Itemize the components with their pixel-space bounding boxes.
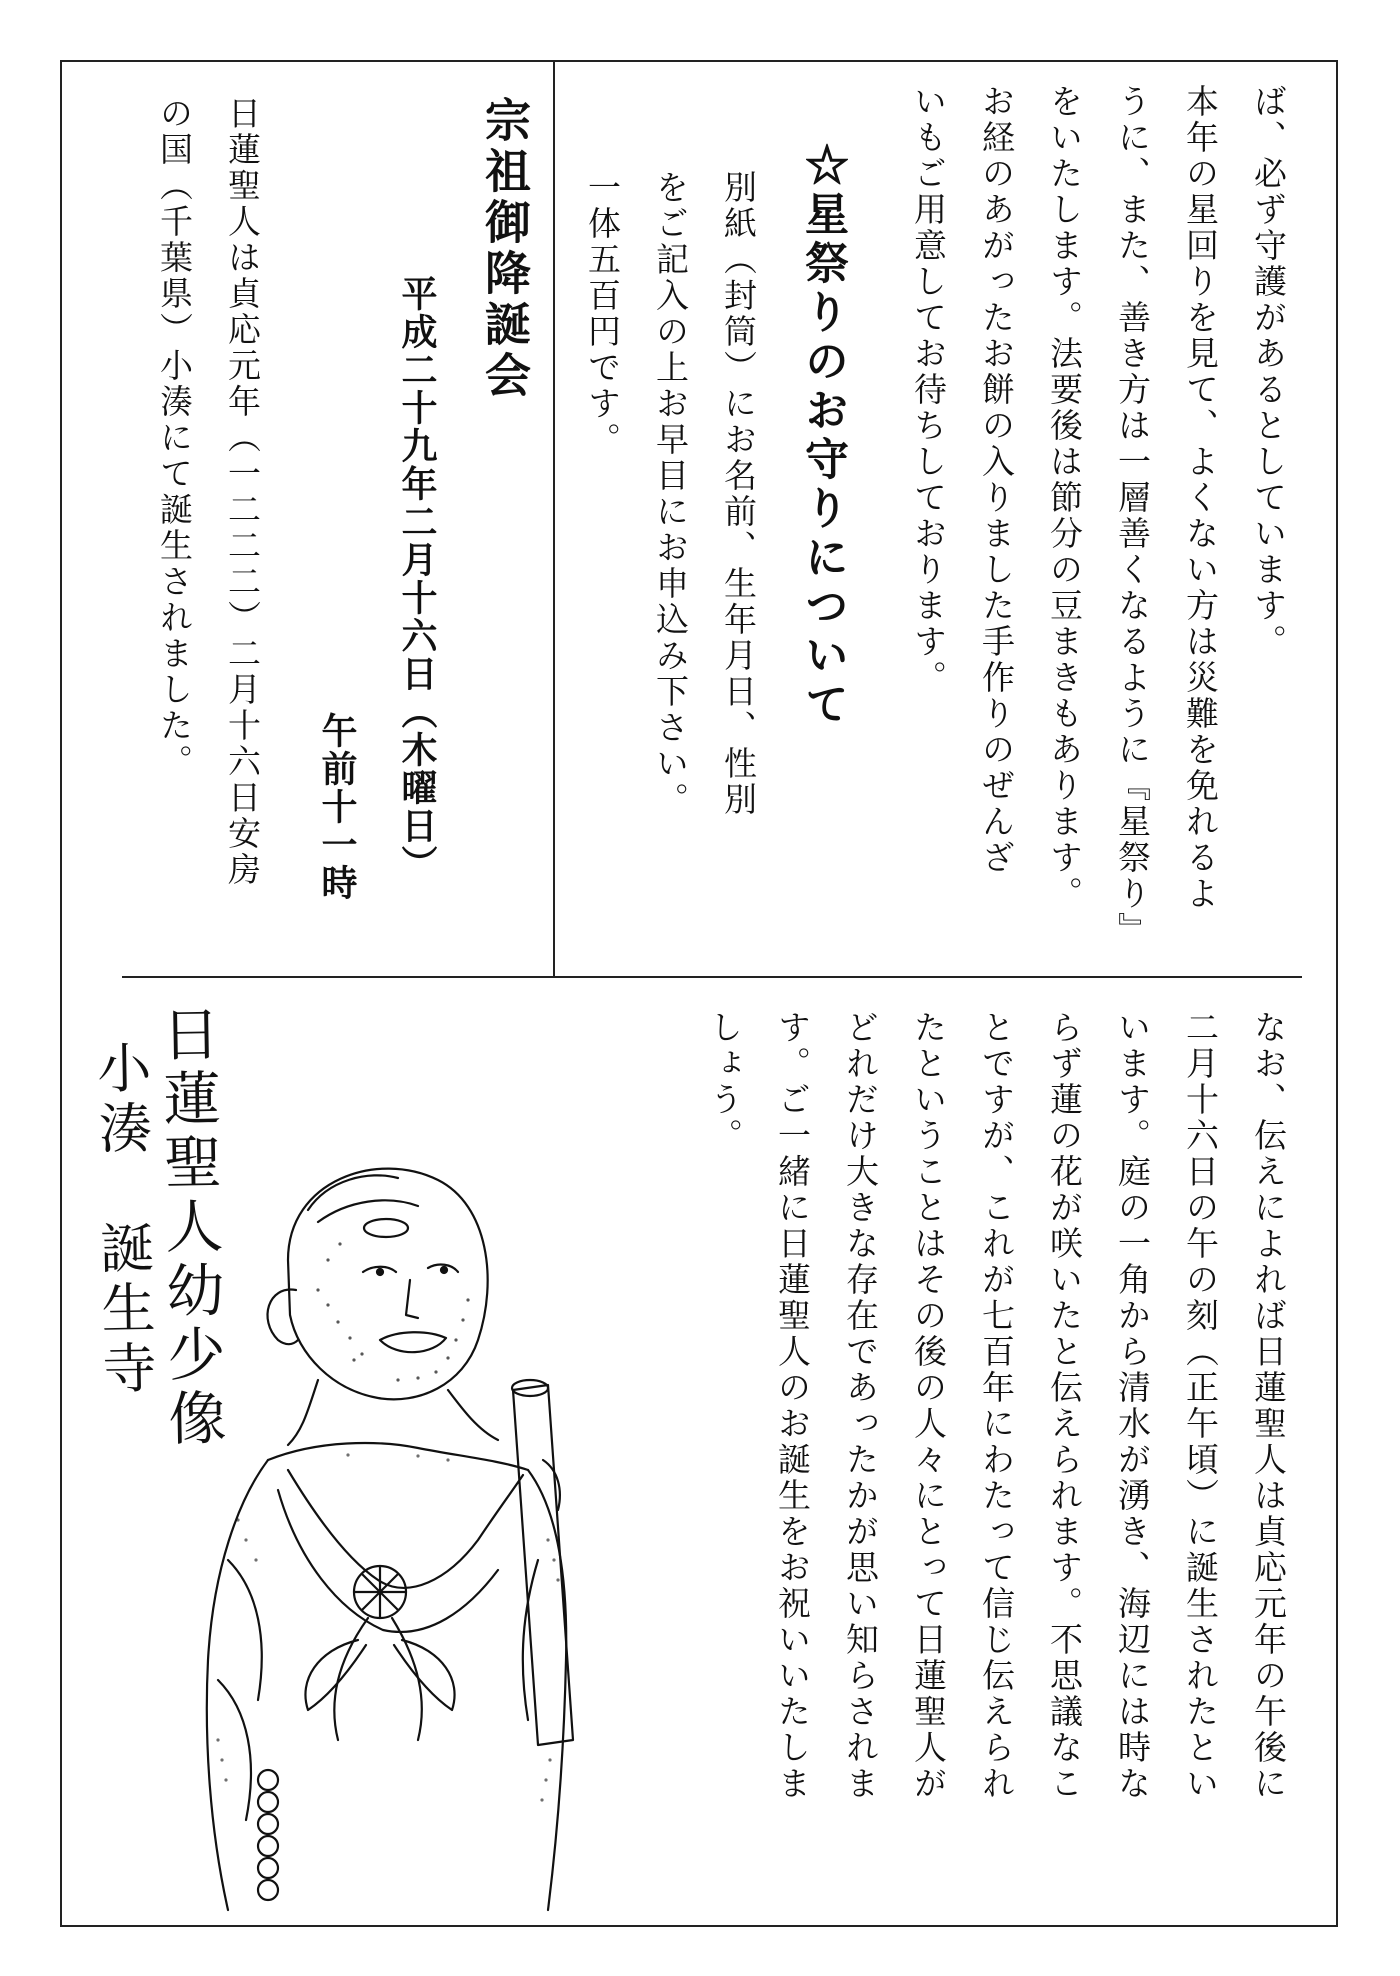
- child-statue-illustration-icon: [118, 1140, 678, 1920]
- hoshimatsuri-paragraph: ば、必ず守護があるとしています。 本年の星回りを見て、よくない方は災難を免れるよ うに、また、善き方は一層善くなるように『星祭り』 をいたします。法要後は節分の豆まきもあります。 お経のあがったお餅の入りました手作りのぜんざ いもご用意してお待ちしております。: [909, 84, 1288, 948]
- gotan-e-date: 平成二十九年二月十六日（木曜日）: [396, 275, 438, 883]
- tradition-paragraph: なお、伝えによれば日蓮聖人は貞応元年の午後に 二月十六日の午の刻（正午頃）に誕生されたとい います。庭の一角から清水が湧き、海辺には時な らず蓮の花が咲いたと伝えられます。不思議なこ とですが、これが七百年にわたって信じ伝えられ たということはその後の人々にとって日蓮聖人が どれだけ大きな存在であったかが思い知らされま す。ご一緒に日蓮聖人のお誕生をお祝いいたしま しょう。: [705, 1010, 1288, 1802]
- gotan-e-time: 午前十一時: [316, 712, 358, 902]
- illustration-caption-temple: 小湊 誕生寺: [88, 1039, 158, 1401]
- section-divider-horizontal: [122, 976, 1302, 978]
- illustration-caption-title: 日蓮聖人幼少像: [151, 1003, 228, 1453]
- section-divider-vertical: [553, 62, 555, 976]
- gotan-e-heading: 宗祖御降誕会: [478, 96, 532, 402]
- gotan-e-paragraph: 日蓮聖人は貞応元年（一二二二）二月十六日安房 の国（千葉県）小湊にて誕生されました。: [155, 96, 262, 888]
- omamori-paragraph: 別紙（封筒）にお名前、生年月日、性別 をご記入の上お早目にお申込み下さい。 一体五百円です。: [583, 170, 758, 818]
- hoshimatsuri-omamori-heading: ☆星祭りのお守りについて: [797, 142, 848, 730]
